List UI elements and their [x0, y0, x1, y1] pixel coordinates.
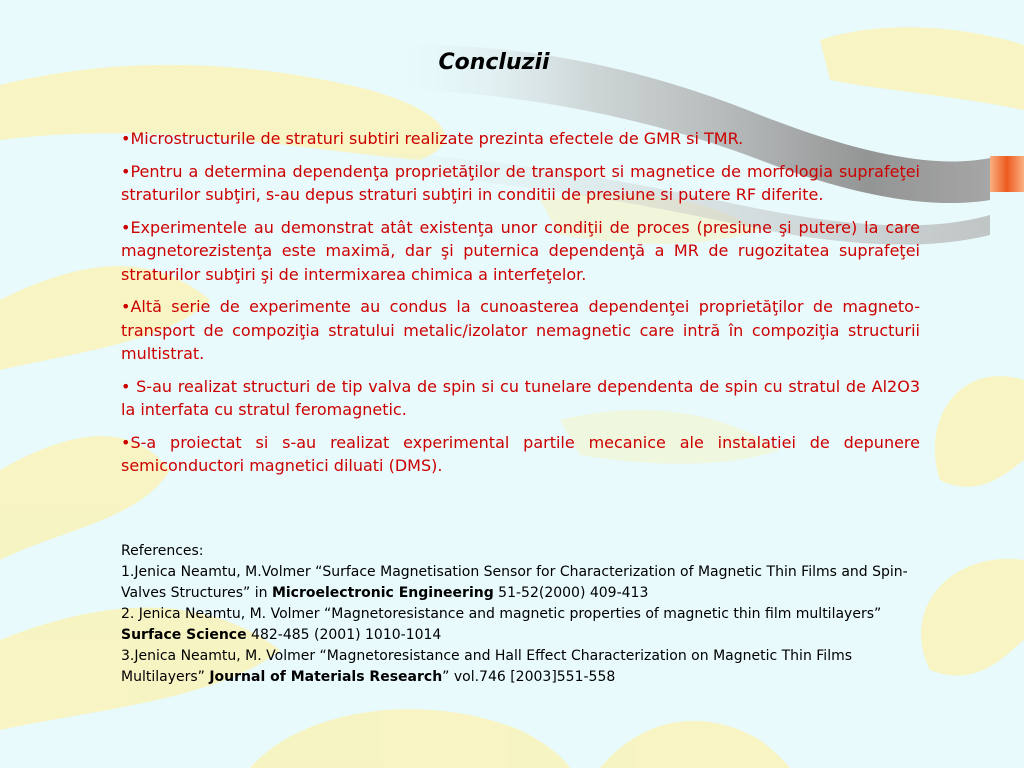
conclusions-list — [121, 127, 920, 487]
reference-text: 2. Jenica Neamtu, M. Volmer “Magnetoresistance and magnetic properties of magnetic thin film multilayers” — [121, 606, 882, 622]
journal-name: Microelectronic Engineering — [271, 585, 494, 601]
references-section — [121, 541, 921, 688]
references-heading: References: — [121, 543, 204, 559]
reference-item — [121, 646, 921, 688]
journal-name: Surface Science — [121, 627, 247, 643]
reference-item — [121, 604, 921, 646]
bullet-item: •Experimentele au demonstrat atât existenţa unor condiţii de proces (presiune şi putere) la care magnetorezistenţa este maximă, dar şi puternica dependenţă a MR de rugozitatea suprafeţei straturilor subţiri şi de intermixarea chimica a interfeţelor. — [121, 217, 920, 284]
reference-item — [121, 562, 921, 604]
reference-details: 51-52(2000) 409-413 — [493, 585, 649, 601]
reference-text: 3.Jenica Neamtu, M. Volmer “Magnetoresistance and Hall Effect Characterization on Magnetic Thin Films Multilayers” — [121, 648, 853, 685]
reference-text: 1.Jenica Neamtu, M.Volmer “Surface Magnetisation Sensor for Characterization of Magnetic Thin Films and Spin-Valves Structures” in — [121, 564, 908, 601]
bullet-item: •Pentru a determina dependenţa proprietăţilor de transport si magnetice de morfologia suprafeţei straturilor subţiri, s-au depus straturi subţiri in conditii de presiune si putere RF diferite. — [121, 161, 920, 204]
reference-details: ” vol.746 [2003]551-558 — [442, 669, 616, 685]
slide-title: Concluzii — [438, 50, 550, 75]
bullet-item: •Microstructurile de straturi subtiri realizate prezinta efectele de GMR si TMR. — [121, 129, 744, 148]
bullet-item: •Altă serie de experimente au condus la cunoasterea dependenţei proprietăţilor de magneto-transport de compoziţia stratului metalic/izolator nemagnetic care intră în compoziţia structurii multistrat. — [121, 297, 920, 363]
bullet-item: •S-a proiectat si s-au realizat experimental partile mecanice ale instalatiei de depunere semiconductori magnetici diluati (DMS). — [121, 432, 920, 475]
journal-name: Journal of Materials Research — [209, 669, 443, 685]
reference-details: 482-485 (2001) 1010-1014 — [246, 627, 442, 643]
bullet-item: • S-au realizat structuri de tip valva de spin si cu tunelare dependenta de spin cu stratul de Al2O3 la interfata cu stratul feromagnetic. — [121, 376, 920, 419]
